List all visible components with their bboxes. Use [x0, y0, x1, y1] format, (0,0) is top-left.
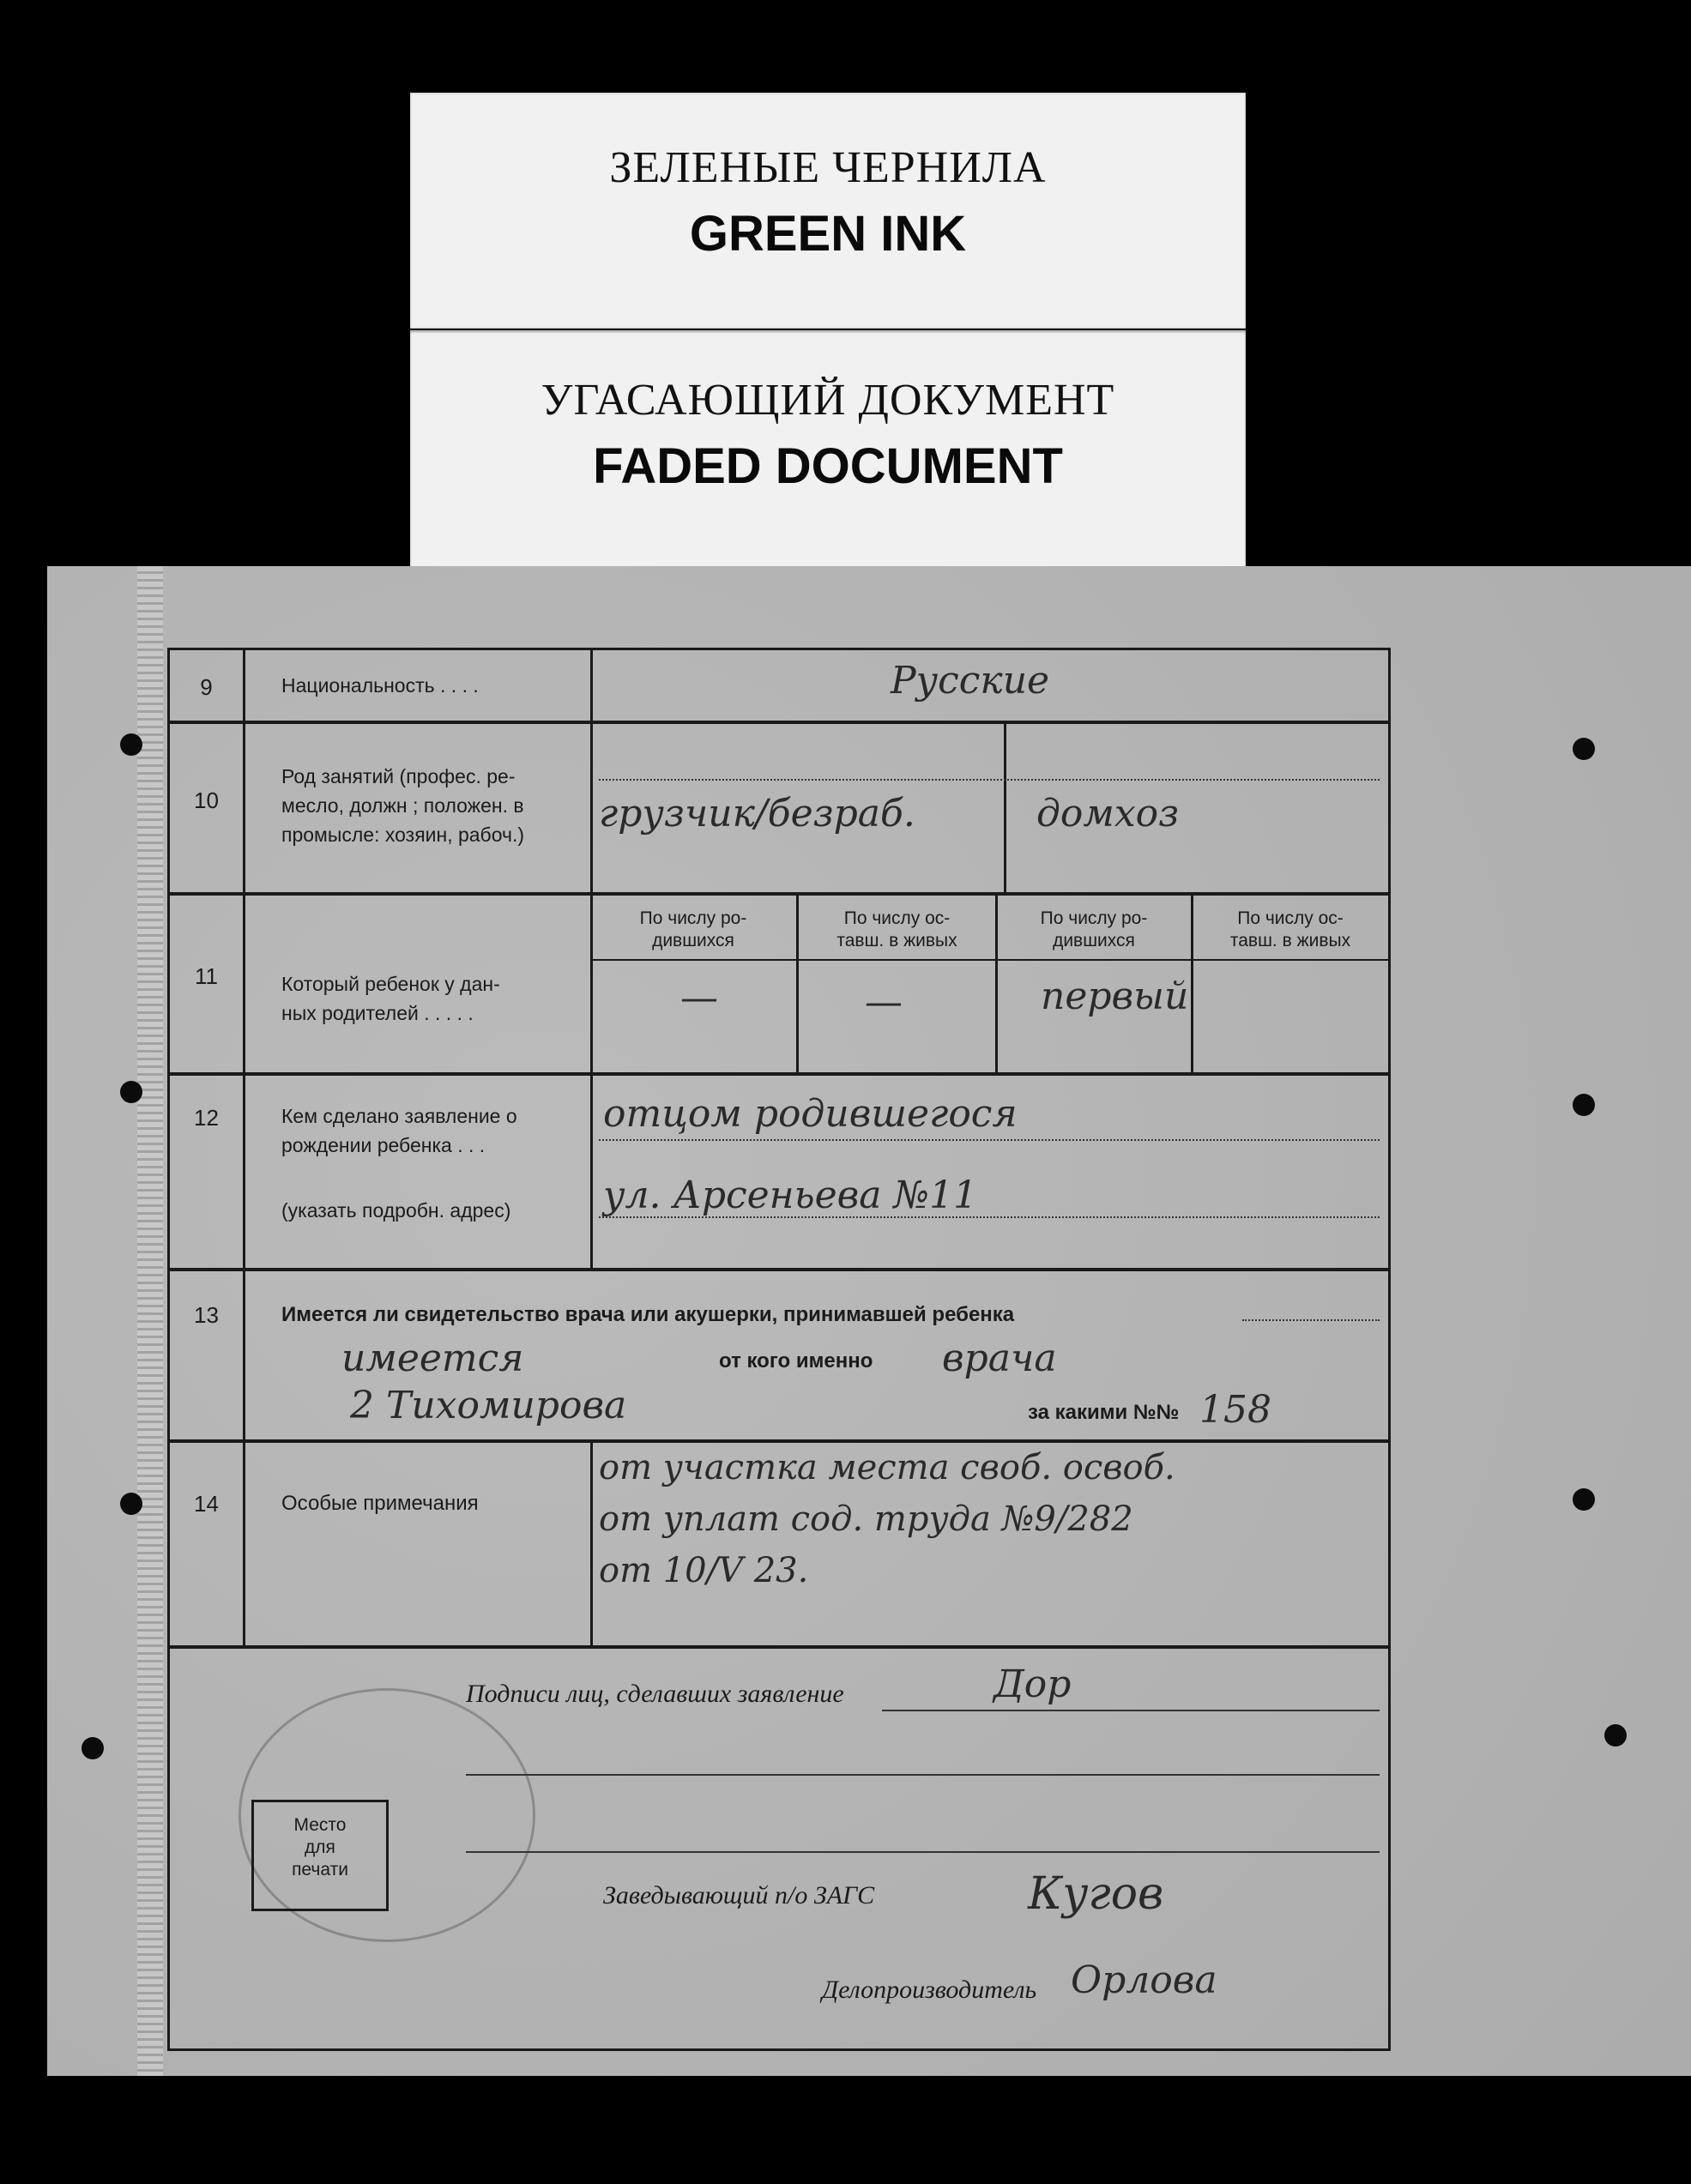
- row-number: 9: [200, 674, 213, 700]
- row-separator: [170, 1072, 1388, 1076]
- faded-document-en: FADED DOCUMENT: [593, 438, 1063, 494]
- punch-hole: [120, 733, 142, 756]
- declarant-signature: Дор: [993, 1662, 1072, 1706]
- numbers-label: за какими №№: [1028, 1401, 1180, 1424]
- address-hint-label: (указать подробн. адрес): [281, 1199, 511, 1222]
- row-separator: [170, 1439, 1388, 1443]
- signature-line: [466, 1774, 1380, 1776]
- certificate-value: имеется: [341, 1336, 524, 1380]
- green-ink-en: GREEN INK: [689, 206, 967, 262]
- column-divider: [1191, 892, 1193, 1072]
- nationality-label: Национальность . . . .: [281, 674, 479, 697]
- green-ink-ru: ЗЕЛЕНЫЕ ЧЕРНИЛА: [609, 143, 1047, 192]
- punch-hole: [120, 1493, 142, 1515]
- occupation-father: грузчик/безраб.: [599, 792, 915, 836]
- binding-strip: [137, 566, 163, 2076]
- green-ink-notice-card: [410, 93, 1246, 329]
- nationality-value: Русские: [891, 659, 1050, 703]
- from-whom-value: врача: [942, 1336, 1057, 1380]
- from-whom-label: от кого именно: [719, 1349, 873, 1373]
- dotted-line: [599, 779, 1380, 781]
- which-child-value: первый: [1041, 974, 1189, 1018]
- stamp-place-box: Место для печати: [251, 1800, 389, 1911]
- signature-line: [466, 1851, 1380, 1853]
- punch-hole: [1573, 1094, 1595, 1116]
- punch-hole: [1573, 1488, 1595, 1511]
- row-separator: [170, 1268, 1388, 1271]
- dotted-line: [599, 1139, 1380, 1141]
- punch-hole: [1573, 738, 1595, 760]
- header-born-father: По числу ро- дившихся: [639, 908, 747, 950]
- subheader-separator: [590, 959, 1388, 961]
- notes-label: Особые примечания: [281, 1492, 479, 1515]
- declarant-value: отцом родившегося: [603, 1092, 1018, 1136]
- row-separator: [170, 721, 1388, 724]
- column-divider: [1004, 721, 1006, 892]
- dash-value: —: [680, 976, 718, 1020]
- clerk-label: Делопроизводитель: [822, 1976, 1037, 2004]
- address-value: ул. Арсеньева №11: [603, 1173, 978, 1217]
- notes-line-2: от уплат сод. труда №9/282: [599, 1499, 1133, 1539]
- punch-hole: [120, 1081, 142, 1103]
- column-divider: [243, 650, 245, 1645]
- punch-hole: [1604, 1724, 1627, 1747]
- notes-line-1: от участка места своб. освоб.: [599, 1448, 1175, 1487]
- occupation-mother: домхоз: [1036, 792, 1180, 836]
- header-alive-father: По числу ос- тавш. в живых: [836, 908, 957, 950]
- dotted-line: [1242, 1319, 1380, 1321]
- registry-head-label: Заведывающий п/о ЗАГС: [603, 1881, 875, 1909]
- column-divider: [995, 892, 998, 1072]
- faded-document-notice-card: [410, 330, 1246, 568]
- row-number: 10: [194, 787, 219, 813]
- dash-value: —: [865, 980, 903, 1024]
- header-alive-mother: По числу ос- тавш. в живых: [1229, 908, 1351, 950]
- declarant-label: Кем сделано заявление о рождении ребенка . . .: [281, 1105, 517, 1156]
- signature-line: [882, 1710, 1380, 1711]
- occupation-label: Род занятий (профес. ре- месло, должн ; положен. в промысле: хозяин, рабоч.): [281, 765, 525, 846]
- row-number: 12: [194, 1105, 219, 1131]
- row-number: 11: [195, 963, 218, 989]
- which-child-label: Который ребенок у дан- ных родителей . . . . .: [281, 973, 500, 1024]
- clerk-signature: Орлова: [1071, 1958, 1217, 2002]
- row-separator: [170, 892, 1388, 896]
- certificate-label: Имеется ли свидетельство врача или акушерки, принимавшей ребенка: [281, 1303, 1015, 1326]
- punch-hole: [82, 1737, 104, 1759]
- certificate-name: 2 Тихомирова: [350, 1384, 627, 1427]
- signatures-label: Подписи лиц, сделавших заявление: [466, 1680, 844, 1708]
- column-divider: [590, 1439, 593, 1645]
- header-born-mother: По числу ро- дившихся: [1040, 908, 1148, 950]
- notes-line-3: от 10/V 23.: [599, 1551, 809, 1590]
- faded-document-ru: УГАСАЮЩИЙ ДОКУМЕНТ: [541, 376, 1115, 425]
- registry-head-signature: Кугов: [1028, 1868, 1164, 1920]
- row-separator: [170, 1645, 1388, 1649]
- column-divider: [796, 892, 799, 1072]
- certificate-number: 158: [1199, 1388, 1271, 1432]
- row-number: 14: [194, 1491, 219, 1517]
- birth-record-form: [167, 648, 1391, 2051]
- row-number: 13: [194, 1302, 219, 1328]
